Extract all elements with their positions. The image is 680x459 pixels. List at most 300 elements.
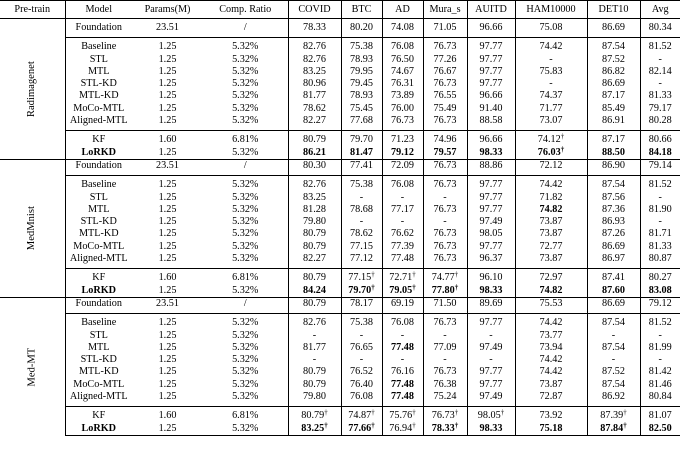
- cell-covid: [288, 159, 341, 175]
- cell-ad: [382, 78, 423, 90]
- cell-avg: [640, 78, 680, 90]
- cell-value: 75.08: [539, 22, 563, 33]
- cell-auitd: [467, 330, 515, 342]
- cell-value: 82.76: [303, 317, 326, 329]
- cell-params: [132, 176, 203, 192]
- dagger-mark: †: [371, 283, 375, 292]
- cell-value: 75.38: [350, 179, 373, 191]
- cell-covid: [288, 241, 341, 253]
- cell-covid: [288, 354, 341, 366]
- cell-ad: [382, 38, 423, 54]
- col-header-ad: AD: [382, 1, 423, 19]
- table-row: [0, 90, 680, 102]
- cell-value: -: [400, 216, 405, 228]
- cell-comp-ratio: [203, 228, 288, 240]
- cell-value: 76.55: [433, 90, 457, 102]
- cell-comp-ratio: [203, 90, 288, 102]
- cell-value: 77.48: [391, 378, 414, 390]
- cell-ham10000: [515, 103, 587, 115]
- cell-value: 76.08: [391, 41, 414, 53]
- cell-auitd: [467, 131, 515, 147]
- cell-value: 97.77: [479, 203, 503, 215]
- cell-avg: [640, 38, 680, 54]
- cell-mura: [423, 176, 467, 192]
- cell-value: 87.54: [602, 41, 625, 53]
- cell-value: 97.77: [479, 191, 503, 203]
- cell-value: -: [400, 329, 405, 341]
- table-row: [0, 38, 680, 54]
- cell-covid: [288, 379, 341, 391]
- cell-value: 87.26: [602, 228, 625, 240]
- table-row: [0, 379, 680, 391]
- cell-det10: [587, 423, 640, 436]
- cell-value: LoRKD: [81, 284, 117, 296]
- cell-value: MoCo-MTL: [73, 378, 125, 390]
- cell-value: 87.56: [602, 191, 625, 203]
- cell-comp-ratio: [203, 379, 288, 391]
- cell-covid: [288, 54, 341, 66]
- cell-params: [132, 90, 203, 102]
- cell-model: [65, 297, 132, 313]
- cell-covid: [288, 115, 341, 131]
- cell-det10: [587, 176, 640, 192]
- cell-value: 72.77: [539, 240, 563, 252]
- pretrain-group: [0, 159, 680, 297]
- cell-value: 79.12: [648, 297, 672, 309]
- cell-value: 5.32%: [232, 115, 259, 127]
- cell-ad: [382, 366, 423, 378]
- cell-value: 1.25: [158, 146, 177, 158]
- cell-value: 83.25: [303, 65, 326, 77]
- cell-value: LoRKD: [81, 146, 117, 158]
- cell-model: [65, 285, 132, 298]
- cell-value: 76.73: [433, 41, 457, 53]
- pretrain-label: Med-MT: [26, 347, 38, 387]
- cell-avg: [640, 379, 680, 391]
- cell-value: 86.69: [602, 297, 625, 309]
- cell-ad: [382, 407, 423, 423]
- cell-value: -: [443, 329, 447, 341]
- cell-value: 1.25: [158, 41, 177, 53]
- cell-comp-ratio: [203, 176, 288, 192]
- cell-model: [65, 354, 132, 366]
- cell-ham10000: [515, 330, 587, 342]
- table-row: [0, 192, 680, 204]
- cell-value: LoRKD: [81, 422, 117, 434]
- cell-value: 97.77: [479, 378, 503, 390]
- cell-value: 91.40: [479, 102, 503, 114]
- cell-value: 5.32%: [232, 53, 259, 65]
- table-row: [0, 314, 680, 330]
- cell-value: MoCo-MTL: [73, 240, 125, 252]
- cell-value: 96.66: [479, 90, 503, 102]
- cell-params: [132, 66, 203, 78]
- cell-mura: [423, 269, 467, 285]
- cell-value: 87.54: [602, 378, 625, 390]
- cell-value: 80.79: [303, 272, 326, 284]
- cell-value: STL: [89, 191, 108, 203]
- dagger-mark: †: [412, 283, 416, 292]
- cell-value: 87.52: [602, 53, 625, 65]
- cell-mura: [423, 192, 467, 204]
- cell-value: 76.62: [391, 228, 414, 240]
- cell-value: 79.12: [391, 146, 414, 158]
- cell-btc: [341, 78, 382, 90]
- cell-det10: [587, 366, 640, 378]
- cell-value: 1.25: [158, 253, 177, 265]
- cell-ham10000: [515, 285, 587, 298]
- cell-covid: [288, 131, 341, 147]
- cell-ham10000: [515, 379, 587, 391]
- cell-btc: [341, 90, 382, 102]
- cell-value: 77.17: [391, 203, 414, 215]
- col-header-covid: COVID: [288, 1, 341, 19]
- cell-value: MTL: [87, 65, 110, 77]
- cell-value: 1.25: [158, 391, 177, 403]
- cell-avg: [640, 192, 680, 204]
- cell-det10: [587, 19, 640, 38]
- cell-value: -: [658, 53, 662, 65]
- cell-value: 75.76: [389, 410, 413, 422]
- dagger-mark: †: [324, 421, 328, 430]
- table-row: [0, 159, 680, 175]
- cell-det10: [587, 285, 640, 298]
- cell-value: 73.94: [539, 341, 563, 353]
- cell-det10: [587, 354, 640, 366]
- cell-auitd: [467, 19, 515, 38]
- cell-value: 77.48: [391, 253, 414, 265]
- pretrain-group: [0, 19, 680, 160]
- cell-value: 97.77: [479, 65, 503, 77]
- cell-value: 87.17: [602, 134, 625, 146]
- cell-value: STL: [89, 329, 108, 341]
- cell-params: [132, 159, 203, 175]
- cell-value: 81.33: [648, 90, 672, 102]
- cell-value: 5.32%: [232, 78, 259, 90]
- cell-covid: [288, 147, 341, 160]
- table-row: [0, 66, 680, 78]
- cell-covid: [288, 176, 341, 192]
- cell-model: [65, 19, 132, 38]
- table-row: [0, 391, 680, 407]
- cell-value: 5.32%: [232, 203, 259, 215]
- cell-value: 97.77: [479, 41, 503, 53]
- cell-value: 97.49: [479, 341, 503, 353]
- cell-value: 1.25: [158, 284, 177, 296]
- cell-comp-ratio: [203, 297, 288, 313]
- cell-ham10000: [515, 391, 587, 407]
- cell-auitd: [467, 90, 515, 102]
- cell-ad: [382, 216, 423, 228]
- header-row: [0, 1, 680, 19]
- cell-value: 5.32%: [232, 366, 259, 378]
- table-row: [0, 147, 680, 160]
- cell-value: MoCo-MTL: [73, 102, 125, 114]
- table-row: [0, 354, 680, 366]
- cell-auitd: [467, 354, 515, 366]
- cell-value: 96.66: [479, 22, 503, 33]
- cell-value: 73.77: [539, 329, 563, 341]
- cell-ad: [382, 54, 423, 66]
- cell-avg: [640, 90, 680, 102]
- cell-covid: [288, 366, 341, 378]
- table-row: [0, 330, 680, 342]
- cell-value: 87.54: [602, 179, 625, 191]
- pretrain-label-cell: [0, 19, 65, 160]
- cell-ham10000: [515, 147, 587, 160]
- cell-value: 1.25: [158, 65, 177, 77]
- cell-value: 97.77: [479, 240, 503, 252]
- cell-det10: [587, 159, 640, 175]
- cell-det10: [587, 66, 640, 78]
- col-header-det10: DET10: [587, 1, 640, 19]
- cell-value: Aligned-MTL: [69, 253, 128, 265]
- cell-det10: [587, 330, 640, 342]
- cell-value: 5.32%: [232, 341, 259, 353]
- cell-btc: [341, 285, 382, 298]
- cell-value: 1.25: [158, 78, 177, 90]
- cell-ad: [382, 269, 423, 285]
- cell-value: 75.53: [539, 297, 563, 309]
- table-row: [0, 78, 680, 90]
- cell-value: 5.32%: [232, 90, 259, 102]
- cell-value: 1.60: [158, 410, 177, 422]
- cell-covid: [288, 330, 341, 342]
- cell-value: 79.05: [389, 284, 413, 296]
- cell-value: 80.79: [303, 228, 326, 240]
- cell-value: 79.45: [350, 78, 373, 90]
- cell-covid: [288, 423, 341, 436]
- cell-params: [132, 330, 203, 342]
- cell-model: [65, 228, 132, 240]
- cell-value: Baseline: [81, 179, 117, 191]
- cell-value: Baseline: [81, 41, 117, 53]
- cell-value: 74.82: [539, 203, 563, 215]
- cell-value: 75.49: [433, 102, 457, 114]
- cell-value: 1.25: [158, 341, 177, 353]
- cell-value: 1.60: [158, 134, 177, 146]
- cell-value: 79.70: [348, 284, 372, 296]
- cell-value: 98.33: [479, 146, 503, 158]
- cell-value: 81.33: [648, 240, 672, 252]
- cell-value: STL: [89, 53, 108, 65]
- cell-value: 97.77: [479, 53, 503, 65]
- cell-value: 85.49: [602, 102, 625, 114]
- cell-value: 87.36: [602, 203, 625, 215]
- cell-value: 76.73: [433, 253, 457, 265]
- cell-value: 77.09: [433, 341, 457, 353]
- cell-auitd: [467, 379, 515, 391]
- cell-value: 76.08: [391, 317, 414, 329]
- cell-auitd: [467, 297, 515, 313]
- cell-value: 76.73: [433, 228, 457, 240]
- cell-value: 1.25: [158, 191, 177, 203]
- cell-value: 74.42: [539, 366, 563, 378]
- cell-comp-ratio: [203, 147, 288, 160]
- cell-value: 71.50: [433, 297, 457, 309]
- cell-mura: [423, 19, 467, 38]
- cell-value: -: [658, 78, 662, 90]
- cell-btc: [341, 228, 382, 240]
- cell-value: 81.28: [303, 203, 326, 215]
- cell-value: 74.42: [539, 317, 563, 329]
- cell-model: [65, 54, 132, 66]
- cell-value: 1.25: [158, 53, 177, 65]
- cell-ad: [382, 204, 423, 216]
- cell-mura: [423, 147, 467, 160]
- cell-model: [65, 176, 132, 192]
- cell-avg: [640, 159, 680, 175]
- cell-value: 88.50: [602, 146, 625, 158]
- cell-value: 1.25: [158, 240, 177, 252]
- cell-btc: [341, 66, 382, 78]
- cell-auitd: [467, 38, 515, 54]
- cell-model: [65, 423, 132, 436]
- cell-btc: [341, 103, 382, 115]
- cell-auitd: [467, 269, 515, 285]
- cell-ham10000: [515, 115, 587, 131]
- cell-value: 82.27: [303, 115, 326, 127]
- cell-ad: [382, 228, 423, 240]
- cell-value: 5.32%: [232, 422, 259, 434]
- cell-mura: [423, 159, 467, 175]
- cell-value: 5.32%: [232, 253, 259, 265]
- cell-value: 5.32%: [232, 65, 259, 77]
- pretrain-label-cell: [0, 297, 65, 435]
- col-header-params: Params(M): [132, 1, 203, 19]
- cell-value: STL-KD: [80, 216, 117, 228]
- cell-comp-ratio: [203, 78, 288, 90]
- cell-value: -: [443, 216, 447, 228]
- cell-value: 87.39: [600, 410, 624, 422]
- dagger-mark: †: [454, 408, 459, 417]
- cell-params: [132, 147, 203, 160]
- cell-value: 98.33: [479, 422, 503, 434]
- cell-value: 5.32%: [232, 378, 259, 390]
- cell-value: 5.32%: [232, 284, 259, 296]
- cell-model: [65, 253, 132, 269]
- cell-params: [132, 192, 203, 204]
- cell-value: 74.08: [391, 22, 414, 33]
- cell-model: [65, 330, 132, 342]
- cell-mura: [423, 66, 467, 78]
- cell-det10: [587, 78, 640, 90]
- cell-value: 77.80: [431, 284, 455, 296]
- cell-ham10000: [515, 423, 587, 436]
- cell-ham10000: [515, 407, 587, 423]
- cell-params: [132, 54, 203, 66]
- cell-covid: [288, 253, 341, 269]
- pretrain-label: Radimagenet: [26, 61, 38, 117]
- cell-value: -: [658, 191, 662, 203]
- cell-comp-ratio: [203, 159, 288, 175]
- cell-avg: [640, 147, 680, 160]
- cell-auitd: [467, 366, 515, 378]
- cell-value: 86.91: [602, 115, 625, 127]
- cell-value: 74.67: [391, 65, 414, 77]
- cell-value: 77.26: [433, 53, 457, 65]
- col-header-comp-ratio: Comp. Ratio: [203, 1, 288, 19]
- cell-det10: [587, 269, 640, 285]
- cell-ad: [382, 192, 423, 204]
- dagger-mark: †: [371, 408, 375, 417]
- cell-auitd: [467, 103, 515, 115]
- cell-value: 73.89: [391, 90, 414, 102]
- cell-value: 74.42: [539, 354, 563, 366]
- cell-ad: [382, 253, 423, 269]
- cell-det10: [587, 314, 640, 330]
- cell-btc: [341, 38, 382, 54]
- cell-btc: [341, 54, 382, 66]
- cell-value: 80.79: [303, 366, 326, 378]
- cell-model: [65, 78, 132, 90]
- cell-value: -: [359, 216, 364, 228]
- cell-value: MTL-KD: [78, 90, 119, 102]
- cell-value: -: [658, 216, 662, 228]
- cell-params: [132, 241, 203, 253]
- cell-ad: [382, 131, 423, 147]
- table-row: [0, 342, 680, 354]
- cell-model: [65, 216, 132, 228]
- cell-value: 74.37: [539, 90, 563, 102]
- cell-value: 81.42: [648, 366, 672, 378]
- cell-value: 80.79: [303, 240, 326, 252]
- cell-btc: [341, 330, 382, 342]
- cell-value: 88.58: [479, 115, 503, 127]
- cell-comp-ratio: [203, 115, 288, 131]
- cell-value: 76.73: [433, 317, 457, 329]
- cell-value: -: [359, 329, 364, 341]
- cell-value: 97.77: [479, 179, 503, 191]
- cell-value: 80.34: [648, 22, 672, 33]
- cell-model: [65, 314, 132, 330]
- cell-covid: [288, 19, 341, 38]
- cell-value: -: [312, 354, 317, 366]
- cell-value: STL-KD: [80, 78, 117, 90]
- cell-mura: [423, 330, 467, 342]
- cell-value: 76.50: [391, 53, 414, 65]
- cell-ham10000: [515, 228, 587, 240]
- cell-value: -: [312, 329, 317, 341]
- dagger-mark: †: [324, 408, 328, 417]
- cell-value: 96.10: [479, 272, 503, 284]
- cell-covid: [288, 342, 341, 354]
- cell-avg: [640, 354, 680, 366]
- cell-ham10000: [515, 131, 587, 147]
- cell-comp-ratio: [203, 342, 288, 354]
- cell-value: 80.79: [303, 297, 326, 309]
- cell-ad: [382, 19, 423, 38]
- cell-ham10000: [515, 192, 587, 204]
- cell-value: 86.92: [602, 391, 625, 403]
- cell-btc: [341, 354, 382, 366]
- cell-covid: [288, 407, 341, 423]
- cell-value: 78.93: [350, 90, 373, 102]
- cell-mura: [423, 423, 467, 436]
- cell-comp-ratio: [203, 391, 288, 407]
- cell-value: 79.70: [350, 134, 373, 146]
- cell-value: 87.84: [600, 422, 624, 434]
- cell-ad: [382, 297, 423, 313]
- cell-comp-ratio: [203, 423, 288, 436]
- cell-ad: [382, 159, 423, 175]
- cell-value: 5.32%: [232, 216, 259, 228]
- cell-avg: [640, 366, 680, 378]
- table-row: [0, 241, 680, 253]
- cell-det10: [587, 131, 640, 147]
- cell-btc: [341, 423, 382, 436]
- cell-btc: [341, 19, 382, 38]
